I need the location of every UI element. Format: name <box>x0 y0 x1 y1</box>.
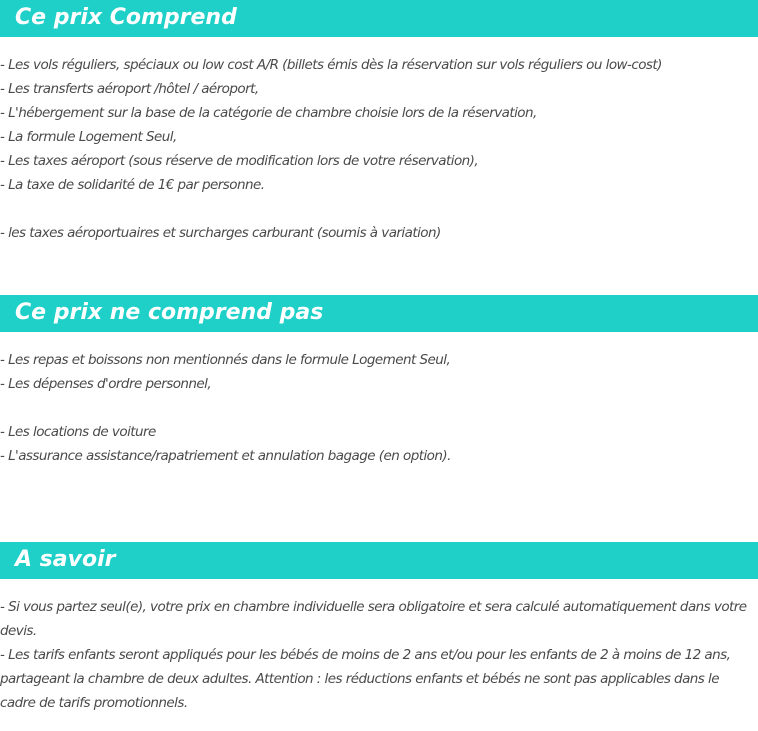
section-title: Ce prix Comprend <box>15 5 237 30</box>
paragraph: - Si vous partez seul(e), votre prix en chambre individuelle sera obligatoire et sera calculé automatiquement dans votre devis. <box>0 599 747 639</box>
list-item: - Les taxes aéroport (sous réserve de modification lors de votre réservation), <box>0 153 479 169</box>
paragraph: - Les tarifs enfants seront appliqués pour les bébés de moins de 2 ans et/ou pour les enfants de 2 à moins de 12 ans, partageant la chambre de deux adultes. Attention : les réductions enfants et bébés ne sont pas applicables dans le cadre de tarifs promotionnels. <box>0 647 731 711</box>
list-item: - Les dépenses d'ordre personnel, <box>0 376 212 392</box>
list-item: - Les repas et boissons non mentionnés dans le formule Logement Seul, <box>0 352 451 368</box>
section-body-a-savoir <box>0 595 758 715</box>
list-item: - L'hébergement sur la base de la catégorie de chambre choisie lors de la réservation, <box>0 105 537 121</box>
section-header-a-savoir <box>0 542 758 579</box>
section-header-ce-prix-comprend <box>0 0 758 37</box>
section-body-ce-prix-comprend <box>0 53 758 245</box>
list-item: - La formule Logement Seul, <box>0 129 177 145</box>
section-body-ce-prix-ne-comprend-pas <box>0 348 758 468</box>
list-item: - L'assurance assistance/rapatriement et annulation bagage (en option). <box>0 448 451 464</box>
list-item: - Les locations de voiture <box>0 424 156 440</box>
section-title: Ce prix ne comprend pas <box>15 300 324 325</box>
section-title: A savoir <box>15 547 116 572</box>
list-item: - La taxe de solidarité de 1€ par personne. <box>0 177 265 193</box>
section-header-ce-prix-ne-comprend-pas <box>0 295 758 332</box>
list-item: - Les vols réguliers, spéciaux ou low cost A/R (billets émis dès la réservation sur vols réguliers ou low-cost) <box>0 57 662 73</box>
list-item: - Les transferts aéroport /hôtel / aéroport, <box>0 81 259 97</box>
blank-line <box>0 197 758 221</box>
blank-line <box>0 396 758 420</box>
list-item: - les taxes aéroportuaires et surcharges carburant (soumis à variation) <box>0 225 441 241</box>
